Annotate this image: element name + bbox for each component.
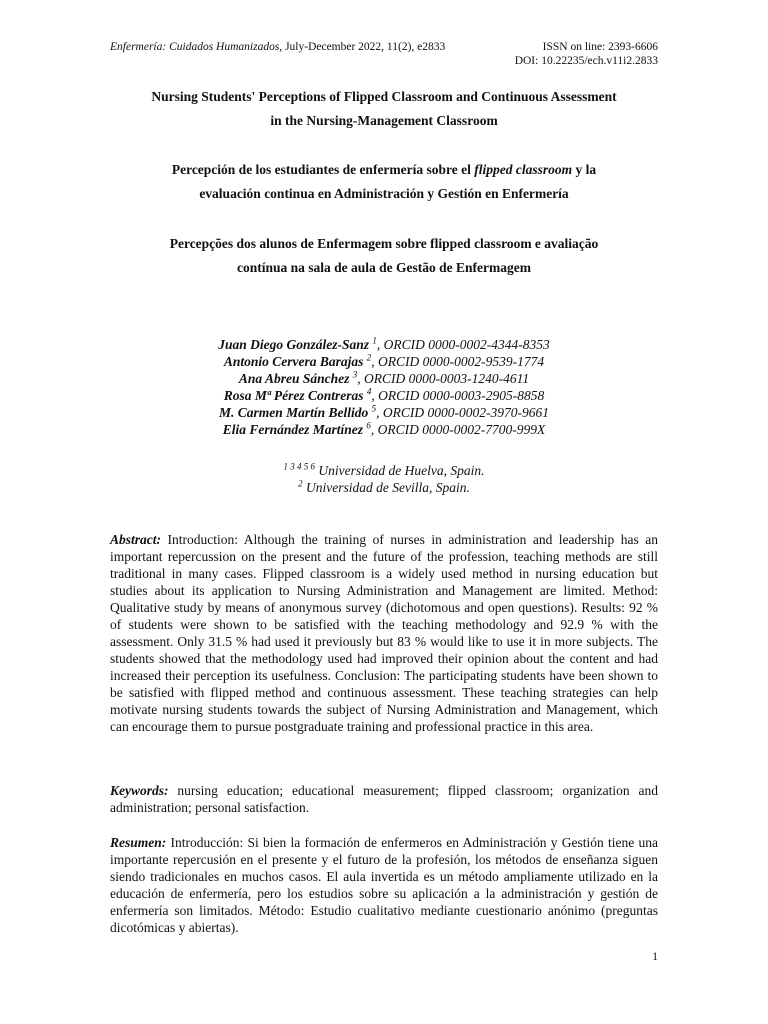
- journal-identifiers: [515, 40, 658, 68]
- author-name: Antonio Cervera Barajas: [223, 354, 367, 369]
- author-entry: [100, 404, 668, 421]
- title-portuguese: [100, 232, 668, 280]
- author-orcid[interactable]: , ORCID 0000-0003-2905-8858: [371, 388, 545, 403]
- title-spanish-part: Percepción de los estudiantes de enfermería sobre el: [171, 162, 475, 177]
- author-affiliation-mark: 5: [371, 403, 377, 414]
- title-spanish-line-1: [100, 158, 668, 182]
- resumen-text: Introducción: Si bien la formación de enfermeros en Administración y Gestión tiene una importante repercusión en el presente y el futuro de la profesión, los métodos de enseñanza siguen siendo tradicionales en muchos casos. El aula invertida es un método ampliamente utilizado en la educación de enfermería, pero los estudios sobre su aplicación a la administración y gestión de enfermería son limitados. Método: Estudio cualitativo mediante cuestionario anónimo (preguntas dicotómicas y abiertas).: [110, 835, 658, 935]
- title-english-line-1: Nursing Students' Perceptions of Flipped Classroom and Continuous Assessment: [151, 89, 617, 104]
- abstract-label: Abstract:: [110, 532, 162, 547]
- journal-citation: [110, 40, 445, 54]
- author-affiliation-mark: 4: [366, 386, 372, 397]
- abstract: [110, 531, 658, 735]
- title-portuguese-line-1: Percepções dos alunos de Enfermagem sobre flipped classroom e avaliação: [169, 236, 599, 251]
- author-name: Rosa Mª Pérez Contreras: [223, 388, 367, 403]
- author-name: Ana Abreu Sánchez: [238, 371, 353, 386]
- keywords-text: nursing education; educational measurement; flipped classroom; organization and administration; personal satisfaction.: [110, 783, 658, 815]
- page-number: 1: [652, 951, 658, 963]
- title-english-line-2: in the Nursing-Management Classroom: [270, 113, 498, 128]
- resumen-label: Resumen:: [110, 835, 167, 850]
- author-entry: [100, 353, 668, 370]
- title-spanish-italic: flipped classroom: [474, 162, 573, 177]
- affiliation-text: Universidad de Sevilla, Spain.: [302, 480, 470, 495]
- title-spanish-line-2: evaluación continua en Administración y Gestión en Enfermería: [199, 186, 569, 201]
- author-name: M. Carmen Martín Bellido: [218, 405, 372, 420]
- author-name: Juan Diego González-Sanz: [218, 337, 373, 352]
- author-affiliation-mark: 3: [352, 369, 358, 380]
- journal-issue: July-December 2022, 11(2), e2833: [285, 41, 446, 53]
- resumen: [110, 834, 658, 936]
- author-entry: [100, 336, 668, 353]
- author-affiliation-mark: 2: [366, 352, 372, 363]
- affiliation-entry: [100, 479, 668, 496]
- journal-name: Enfermería: Cuidados Humanizados,: [110, 41, 283, 53]
- affiliation-text: Universidad de Huelva, Spain.: [315, 463, 485, 478]
- doi: DOI: 10.22235/ech.v11i2.2833: [514, 55, 658, 67]
- affiliation-mark: 1 3 4 5 6: [283, 461, 316, 472]
- keywords: [110, 782, 658, 816]
- affiliation-entry: [100, 462, 668, 479]
- author-orcid[interactable]: , ORCID 0000-0002-3970-9661: [376, 405, 549, 420]
- abstract-text: Introduction: Although the training of nurses in administration and leadership has an important repercussion on the present and the future of the profession, teaching methods are still traditional in many cases. Flipped classroom is a widely used method in nursing education but studies about its application to Nursing Administration and Management are limited. Method: Qualitative study by means of anonymous survey (dichotomous and open questions). Results: 92 % of students were shown to be satisfied with the teaching methodology and 92.9 % with the assessment. Only 31.5 % had used it previously but 83 % would like to use it in more subjects. The students showed that the methodology used had improved their opinion about the content and had increased their perception its usefulness. Conclusion: The participating students have been shown to be satisfied with flipped method and continuous assessment. These teaching strategies can help motivate nursing students towards the subject of Nursing Administration and Management, which can encourage them to pursue postgraduate training and professional practice in this area.: [110, 532, 658, 734]
- issn: ISSN on line: 2393-6606: [542, 41, 658, 53]
- author-orcid[interactable]: , ORCID 0000-0003-1240-4611: [357, 371, 530, 386]
- title-english: [100, 85, 668, 133]
- author-affiliation-mark: 1: [372, 335, 377, 346]
- title-spanish-part: y la: [572, 162, 597, 177]
- keywords-label: Keywords:: [110, 783, 169, 798]
- title-spanish: [100, 158, 668, 206]
- author-orcid[interactable]: , ORCID 0000-0002-7700-999X: [370, 422, 546, 437]
- author-entry: [100, 387, 668, 404]
- author-name: Elia Fernández Martínez: [222, 422, 367, 437]
- author-list: [100, 336, 668, 438]
- author-entry: [100, 421, 668, 438]
- affiliation-mark: 2: [298, 478, 303, 489]
- author-entry: [100, 370, 668, 387]
- affiliation-list: [100, 462, 668, 496]
- author-orcid[interactable]: , ORCID 0000-0002-4344-8353: [376, 337, 550, 352]
- author-affiliation-mark: 6: [366, 420, 371, 431]
- author-orcid[interactable]: , ORCID 0000-0002-9539-1774: [371, 354, 545, 369]
- title-portuguese-line-2: contínua na sala de aula de Gestão de Enfermagem: [236, 260, 531, 275]
